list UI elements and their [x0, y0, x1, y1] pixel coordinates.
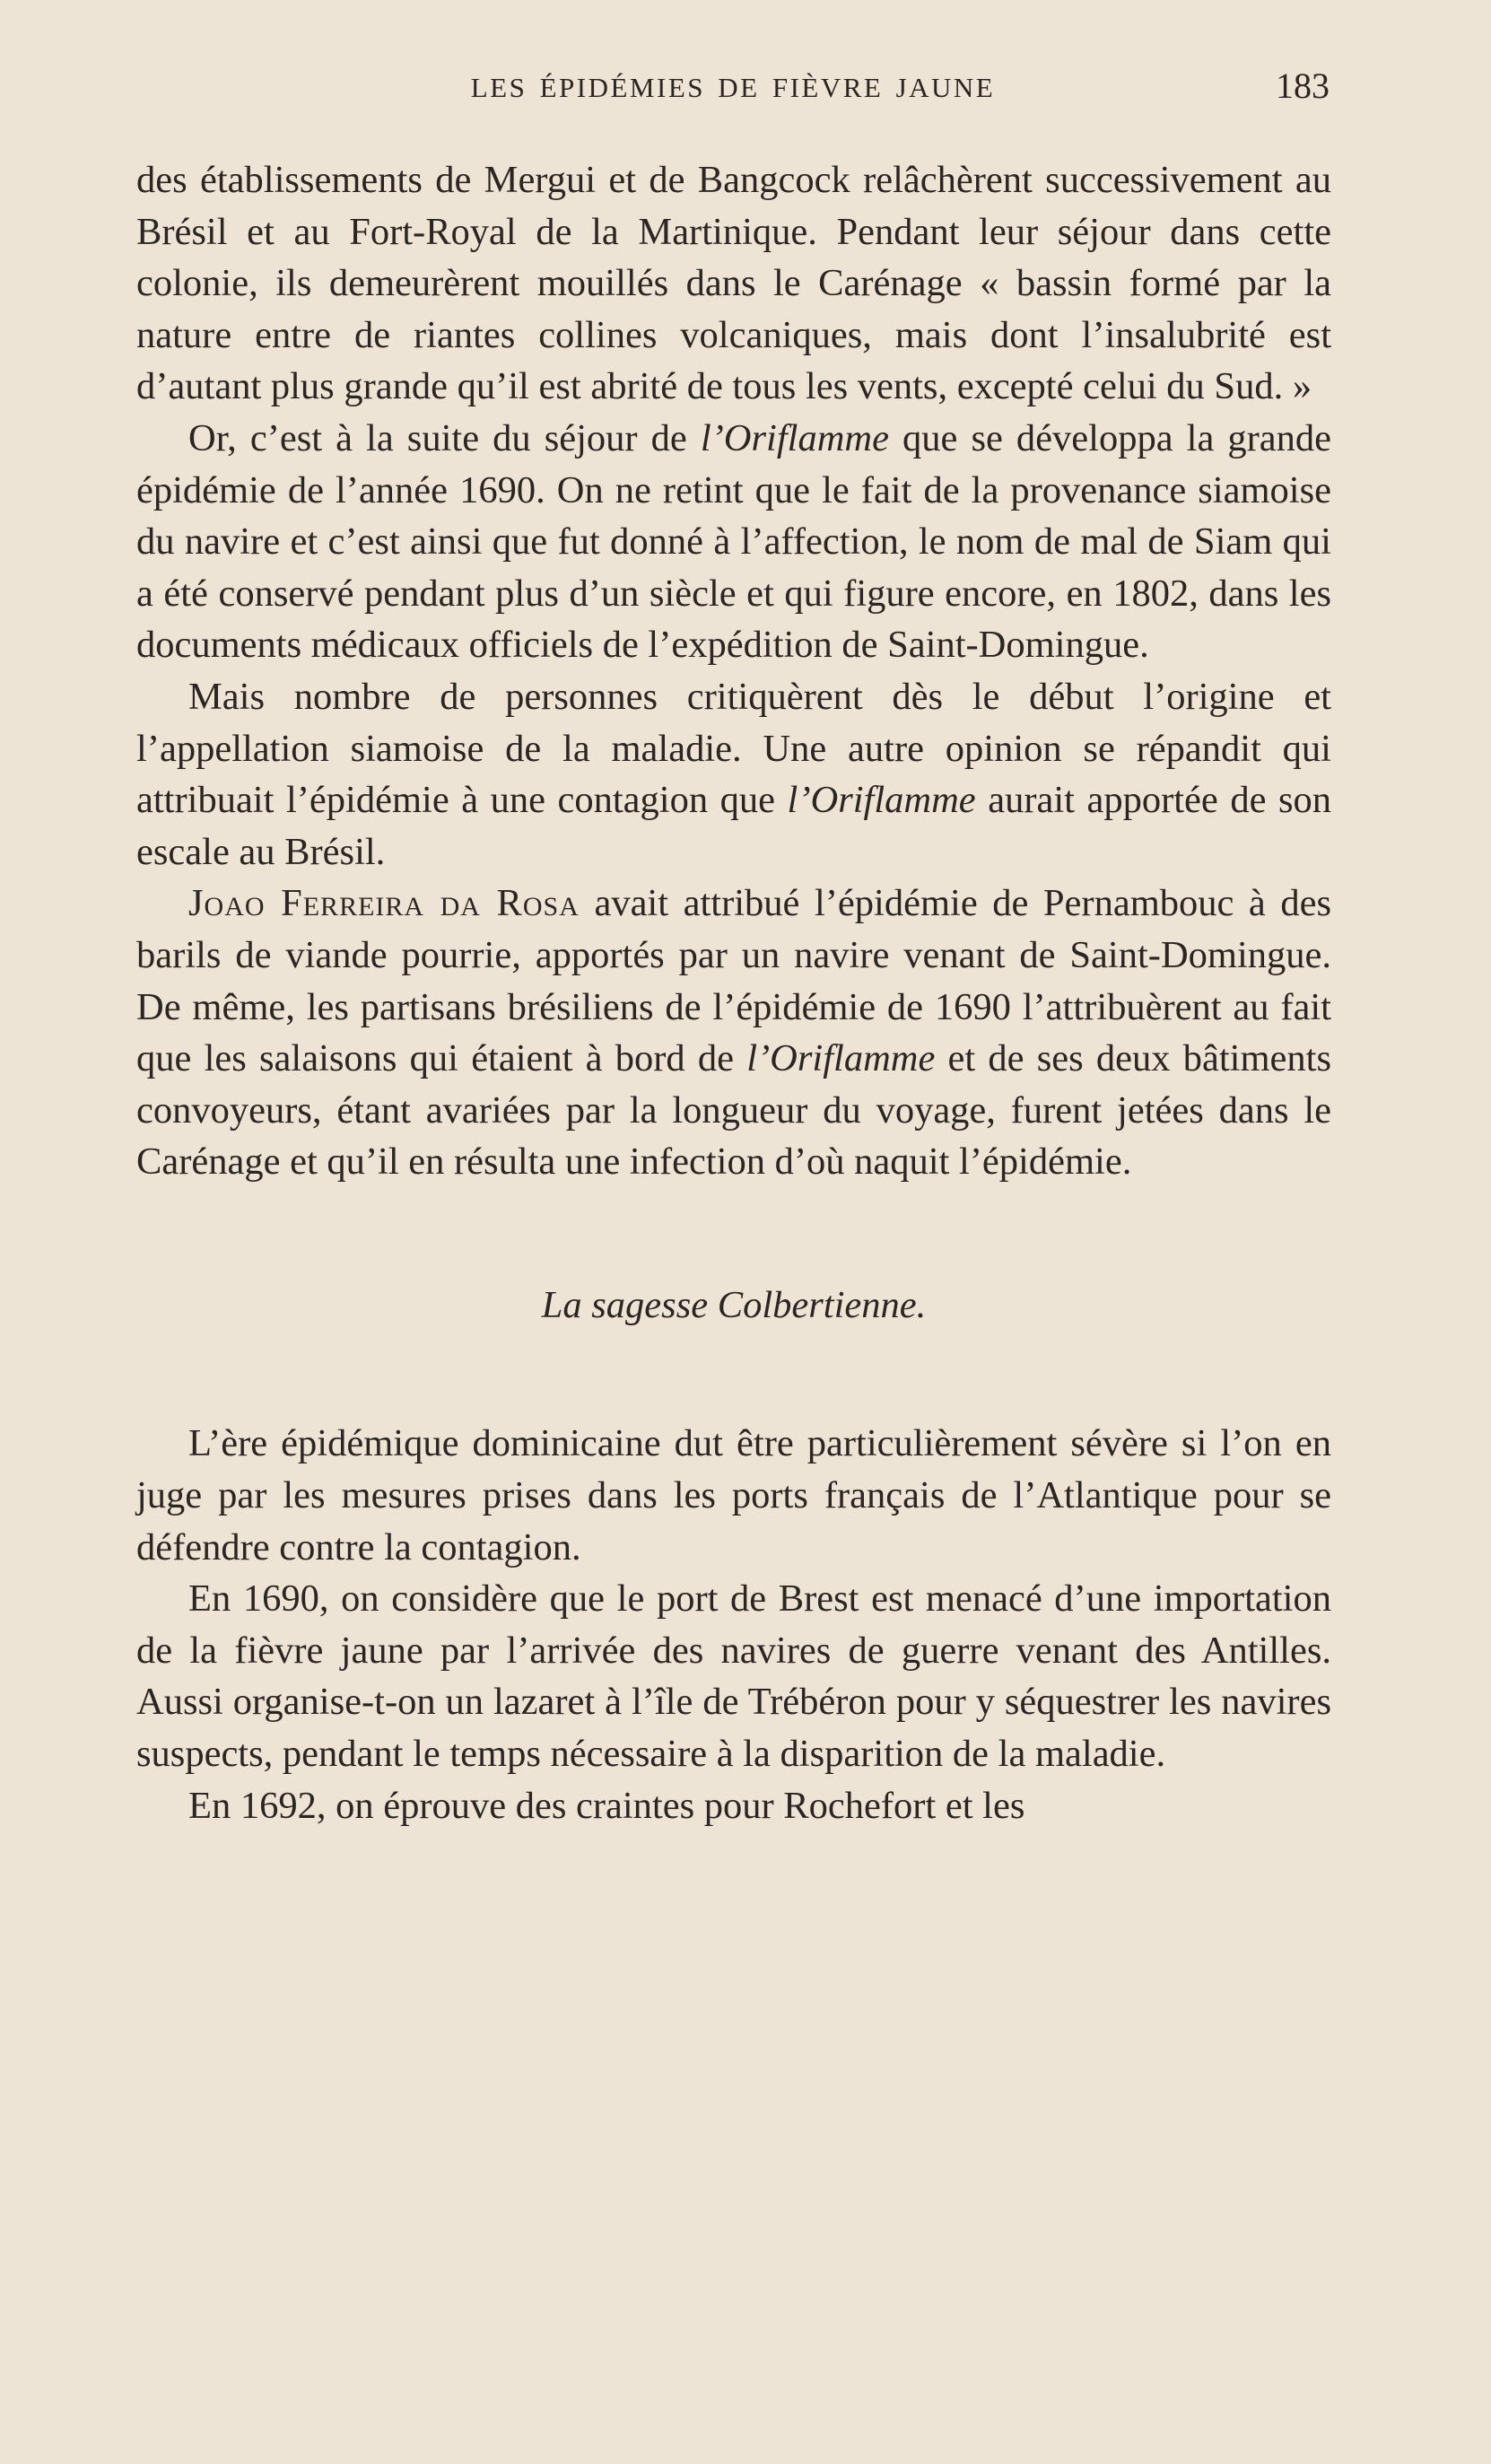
- paragraph-oriflamme-epidemic: [136, 413, 1331, 671]
- paragraph-text: avait attribué l’épidémie de Pernambouc à des barils de viande pourrie, apportés par un navire venant de Saint-Domingue. De même, les partisans brésiliens de l’épidémie de 1690 l’attribuèrent au fait que les salaisons qui étaient à bord de: [136, 882, 1331, 1080]
- page-number: 183: [1276, 66, 1330, 106]
- author-name: Joao Ferreira da Rosa: [188, 882, 580, 925]
- paragraph-text: Or, c’est à la suite du séjour de: [188, 416, 701, 459]
- page-header: [136, 65, 1330, 109]
- paragraph-text: En 1690, on considère que le port de Brest est menacé d’une importation de la fièvre jaune par l’arrivée des navires de guerre venant des Antilles. Aussi organise-t-on un lazaret à l’île de Trébéron pour y séquestrer les navires suspects, pendant le temps nécessaire à la disparition de la maladie.: [136, 1577, 1331, 1776]
- paragraph-rochefort-1692: [136, 1780, 1331, 1832]
- running-title: LES ÉPIDÉMIES DE FIÈVRE JAUNE: [470, 72, 996, 103]
- section-title: La sagesse Colbertienne.: [541, 1283, 927, 1326]
- ship-name: l’Oriflamme: [746, 1037, 936, 1080]
- paragraph-contagion-opinion: [136, 671, 1331, 878]
- body-text: [136, 154, 1331, 1831]
- paragraph-brest-1690: [136, 1573, 1331, 1779]
- paragraph-text: aurait apportée de son escale au Brésil.: [136, 779, 1332, 873]
- paragraph-ferreira-da-rosa: [136, 878, 1331, 1188]
- paragraph-text: que se développa la grande épidémie de l’année 1690. On ne retint que le fait de la provenance siamoise du navire et c’est ainsi que fut donné à l’affection, le nom de mal de Siam qui a été conservé pendant plus d’un siècle et qui figure encore, en 1802, dans les documents médicaux officiels de l’expédition de Saint-Domingue.: [136, 416, 1332, 667]
- paragraph-continuation: [136, 154, 1331, 413]
- paragraph-text: et de ses deux bâtiments convoyeurs, étant avariées par la longueur du voyage, furent jetées dans le Carénage et qu’il en résulta une infection d’où naquit l’épidémie.: [136, 1037, 1331, 1184]
- paragraph-text: L’ère épidémique dominicaine dut être particulièrement sévère si l’on en juge par les mesures prises dans les ports français de l’Atlantique pour se défendre contre la contagion.: [136, 1422, 1331, 1568]
- ship-name: l’Oriflamme: [787, 779, 976, 822]
- paragraph-text: des établissements de Mergui et de Bangcock relâchèrent successivement au Brésil et au Fort-Royal de la Martinique. Pendant leur séjour dans cette colonie, ils demeurèrent mouillés dans le Carénage « bassin formé par la nature entre de riantes collines volcaniques, mais dont l’insalubrité est d’autant plus grande qu’il est abrité de tous les vents, excepté celui du Sud. »: [136, 159, 1331, 408]
- ship-name: l’Oriflamme: [700, 416, 889, 459]
- paragraph-text: En 1692, on éprouve des craintes pour Rochefort et les: [188, 1784, 1025, 1827]
- paragraph-dominican-era: [136, 1418, 1331, 1573]
- paragraph-text: Mais nombre de personnes critiquèrent dès le début l’origine et l’appellation siamoise de la maladie. Une autre opinion se répandit qui attribuait l’épidémie à une contagion que: [136, 675, 1331, 822]
